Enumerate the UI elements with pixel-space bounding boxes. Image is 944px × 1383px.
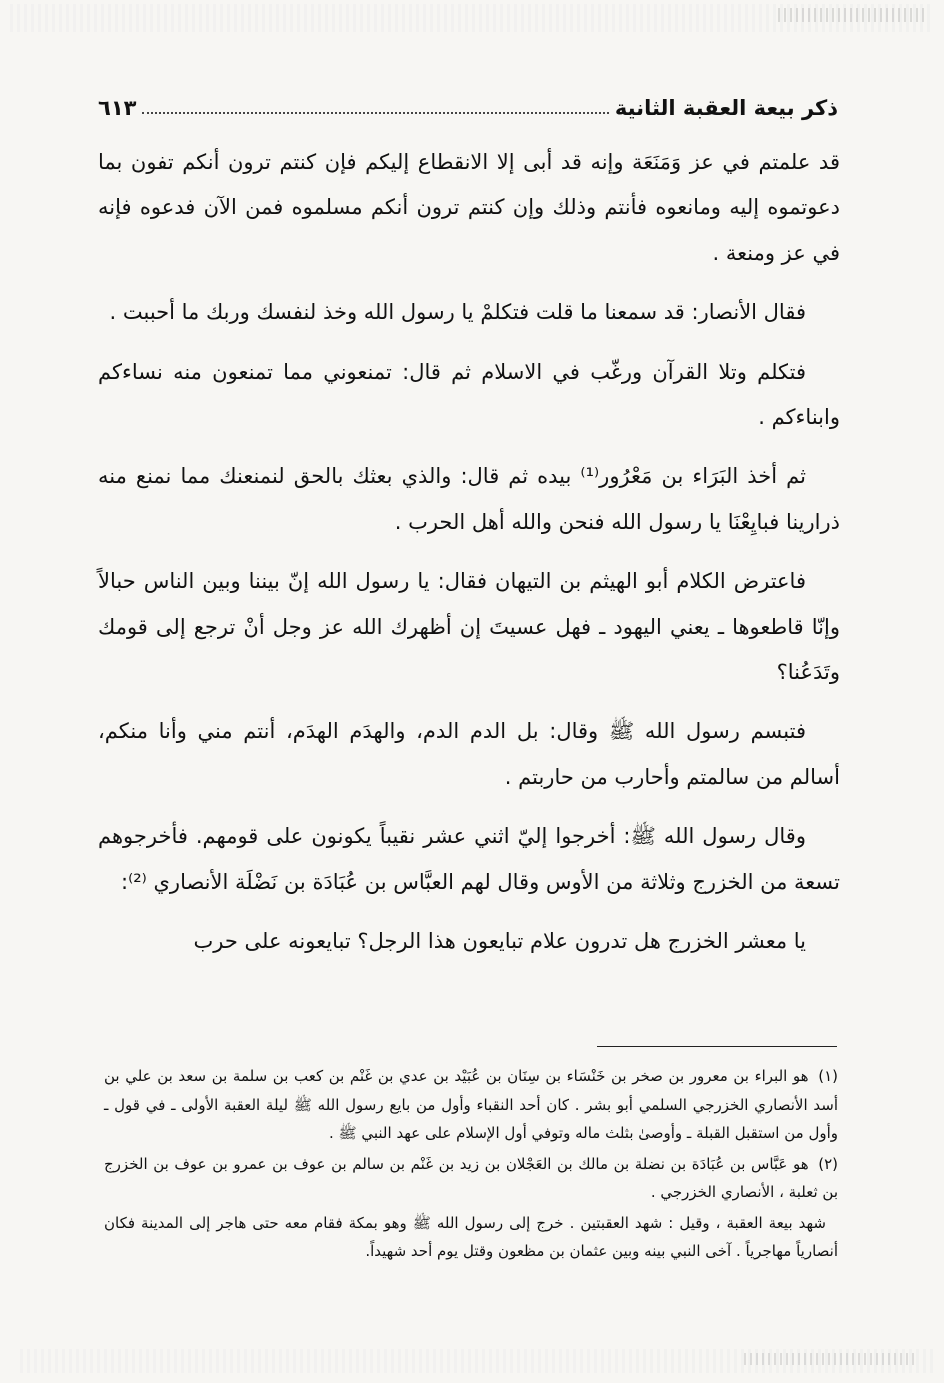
page-number: ٦١٣ (98, 96, 137, 120)
footnote-number: (٢) (818, 1154, 838, 1173)
footnote-number: (١) (818, 1067, 838, 1085)
paragraph: فاعترض الكلام أبو الهيثم بن التيهان فقال: يا رسول الله إنّ بيننا وبين الناس حبالاً وإنّا قاطعوها ـ يعني اليهود ـ فهل عسيتَ إن أظهرك الله عز وجل أنْ ترجع إلى قومك وتَدَعُنا؟ (98, 569, 840, 685)
header-dot-leader (142, 112, 608, 114)
footnote-text: شهد بيعة العقبة ، وقيل : شهد العقبتين . خرج إلى رسول الله ﷺ وهو بمكة فقام معه حتى هاجر إلى المدينة فكان أنصارياً مهاجرياً . آخى النبي بينه وبين عثمان بن مظعون وقتل يوم أحد شهيداً. (104, 1213, 838, 1260)
footnotes (104, 1062, 838, 1268)
footnote-1 (104, 1062, 838, 1148)
ornament-icon (778, 8, 928, 22)
paragraph: وقال رسول الله ﷺ: أخرجوا إليّ اثني عشر نقيباً يكونون على قومهم. فأخرجوهم تسعة من الخزرج وثلاثة من الأوس وقال لهم العبَّاس بن عُبَادَة بن نَضْلَة الأنصاري ⁽²⁾: (98, 824, 840, 894)
paragraph: ثم أخذ البَرَاء بن مَعْرُور⁽¹⁾ بيده ثم قال: والذي بعثك بالحق لنمنعنك مما نمنع منه ذرارينا فبايِعْنَا يا رسول الله فنحن والله أهل الحرب . (98, 464, 840, 534)
footnote-text: هو عَبَّاس بن عُبَادَة بن نضلة بن مالك بن العَجْلان بن زيد بن غَنْم بن سالم بن عوف بن عمرو بن عوف بن الخزرج بن ثعلبة ، الأنصاري الخزرجي . (104, 1154, 838, 1201)
paragraph: قد علمتم في عز وَمَنَعَة وإنه قد أبى إلا الانقطاع إليكم فإن كنتم ترون أنكم تفون بما دعوتموه إليه ومانعوه فأنتم وذلك وإن كنتم ترون أنكم مسلموه فمن الآن فدعوه فإنه في عز ومنعة . (98, 150, 840, 265)
bottom-border-decoration (20, 1349, 934, 1373)
paragraph: فتبسم رسول الله ﷺ وقال: بل الدم الدم، والهدَم الهدَم، أنتم مني وأنا منكم، أسالم من سالمتم وأحارب من حاربتم . (98, 719, 840, 789)
ornament-icon (744, 1353, 914, 1365)
footnote-separator (597, 1046, 837, 1047)
chapter-title: ذكر بيعة العقبة الثانية (614, 96, 838, 120)
footnote-2-continued (104, 1209, 838, 1266)
running-header (98, 86, 838, 120)
paragraph: يا معشر الخزرج هل تدرون علام تبايعون هذا الرجل؟ تبايعونه على حرب (193, 929, 806, 954)
paragraph: فقال الأنصار: قد سمعنا ما قلت فتكلمْ يا رسول الله وخذ لنفسك وربك ما أحببت . (109, 300, 806, 325)
paragraph: فتكلم وتلا القرآن ورغّب في الاسلام ثم قال: تمنعوني مما تمنعون منه نساءكم وابناءكم . (98, 359, 840, 430)
footnote-2 (104, 1150, 838, 1207)
footnote-text: هو البراء بن معرور بن صخر بن خَنْسَاء بن سِنَان بن عُبَيْد بن عدي بن غَنْم بن كعب بن سلمة بن سعد بن علي بن أسد الأنصاري الخزرجي السلمي أبو بشر . كان أحد النقباء وأول من بايع رسول الله ﷺ ليلة العقبة الأولى ـ في قول ـ وأول من استقبل القبلة ـ وأوصىٰ بثلث ماله وتوفي أول الإسلام على عهد النبي ﷺ . (104, 1067, 838, 1142)
main-text (98, 140, 840, 979)
top-border-decoration (10, 4, 934, 32)
